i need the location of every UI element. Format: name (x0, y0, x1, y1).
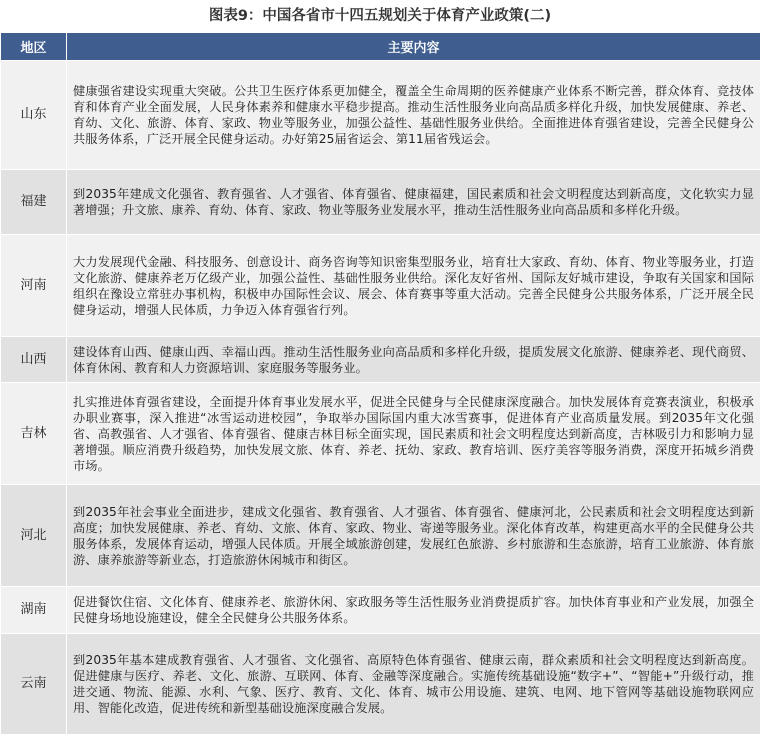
table-row (1, 235, 760, 337)
region-cell: 湖南 (1, 587, 67, 634)
header-region: 地区 (1, 33, 67, 61)
content-cell: 到2035年建成文化强省、教育强省、人才强省、体育强省、健康福建，国民素质和社会文明程度达到新高度，文化软实力显著增强；升文旅、康养、育幼、体育、家政、物业等服务业发展水平，推动生活性服务业向高品质和多样化升级。 (67, 170, 760, 235)
table-row (1, 485, 760, 587)
content-cell: 到2035年基本建成教育强省、人才强省、文化强省、高原特色体育强省、健康云南，群众素质和社会文明程度达到新高度。促进健康与医疗、养老、文化、旅游、互联网、体育、金融等深度融合。实施传统基础设施“数字+”、“智能+”升级行动，推进交通、物流、能源、水利、气象、医疗、教育、文化、体育、城市公用设施、建筑、电网、地下管网等基础设施物联网应用、智能化改造，促进传统和新型基础设施深度融合发展。 (67, 634, 760, 735)
table-row (1, 587, 760, 634)
page-title: 图表9：中国各省市十四五规划关于体育产业政策(二) (208, 8, 552, 24)
table-row (1, 337, 760, 383)
table-row (1, 383, 760, 485)
table-row (1, 634, 760, 735)
table-header-row (1, 33, 760, 61)
region-cell: 河北 (1, 485, 67, 587)
table-row (1, 170, 760, 235)
policy-table (0, 32, 760, 735)
content-cell: 扎实推进体育强省建设，全面提升体育事业发展水平，促进全民健身与全民健康深度融合。加快发展体育竞赛表演业，积极承办职业赛事，深入推进“冰雪运动进校园”，争取举办国际国内重大冰雪赛事，促进体育产业高质量发展。到2035年文化强省、高教强省、人才强省、体育强省、健康吉林目标全面实现，国民素质和社会文明程度达到新高度，吉林吸引力和影响力显著增强。顺应消费升级趋势，加快发展文旅、体育、养老、抚幼、家政、教育培训、医疗美容等服务消费，深度开拓城乡消费市场。 (67, 383, 760, 485)
region-cell: 山西 (1, 337, 67, 383)
content-cell: 健康强省建设实现重大突破。公共卫生医疗体系更加健全，覆盖全生命周期的医养健康产业体系不断完善，群众体育、竞技体育和体育产业全面发展，人民身体素养和健康水平稳步提高。推动生活性服务业向高品质多样化升级，加快发展健康、养老、育幼、文化、旅游、体育、家政、物业等服务业，加强公益性、基础性服务业供给。全面推进体育强省建设，完善全民健身公共服务体系，广泛开展全民健身运动。办好第25届省运会、第11届省残运会。 (67, 61, 760, 170)
table-row (1, 61, 760, 170)
region-cell: 吉林 (1, 383, 67, 485)
content-cell: 促进餐饮住宿、文化体育、健康养老、旅游休闲、家政服务等生活性服务业消费提质扩容。加快体育事业和产业发展，加强全民健身场地设施建设，健全全民健身公共服务体系。 (67, 587, 760, 634)
region-cell: 河南 (1, 235, 67, 337)
content-cell: 大力发展现代金融、科技服务、创意设计、商务咨询等知识密集型服务业，培育壮大家政、育幼、体育、物业等服务业，打造文化旅游、健康养老万亿级产业，加强公益性、基础性服务业供给。深化友好省州、国际友好城市建设，争取有关国家和国际组织在豫设立常驻办事机构，积极申办国际性会议、展会、体育赛事等重大活动。完善全民健身公共服务体系，广泛开展全民健身运动，增强人民体质，力争迈入体育强省行列。 (67, 235, 760, 337)
region-cell: 山东 (1, 61, 67, 170)
region-cell: 云南 (1, 634, 67, 735)
content-cell: 到2035年社会事业全面进步，建成文化强省、教育强省、人才强省、体育强省、健康河北，公民素质和社会文明程度达到新高度；加快发展健康、养老、育幼、文旅、体育、家政、物业、寄递等服务业。深化体育改革，构建更高水平的全民健身公共服务体系，发展体育运动，增强人民体质。开展全域旅游创建，发展红色旅游、乡村旅游和生态旅游，培育工业旅游、体育旅游、康养旅游等新业态，打造旅游休闲城市和街区。 (67, 485, 760, 587)
content-cell: 建设体育山西、健康山西、幸福山西。推动生活性服务业向高品质和多样化升级，提质发展文化旅游、健康养老、现代商贸、体育休闲、教育和人力资源培训、家庭服务等服务业。 (67, 337, 760, 383)
region-cell: 福建 (1, 170, 67, 235)
header-content: 主要内容 (67, 33, 760, 61)
